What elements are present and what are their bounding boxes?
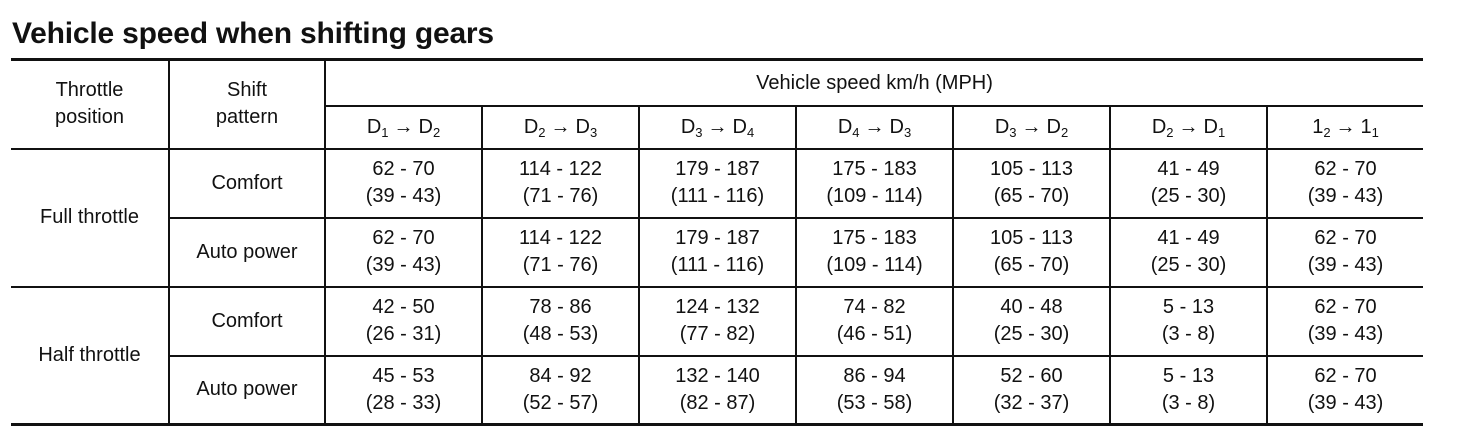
table-row xyxy=(11,356,1423,425)
speed-kmh: 62 - 70 xyxy=(1314,296,1377,319)
speed-cell xyxy=(796,218,953,287)
speed-cell xyxy=(1110,287,1267,356)
speed-cell xyxy=(325,287,482,356)
throttle-position-cell: Full throttle xyxy=(11,149,169,287)
gear-to: 1 xyxy=(1360,115,1372,138)
speed-kmh: 114 - 122 xyxy=(518,227,603,250)
speed-mph: (39 - 43) xyxy=(365,185,442,208)
speed-kmh: 132 - 140 xyxy=(675,364,760,387)
speed-kmh: 179 - 187 xyxy=(675,227,760,250)
gear-to-sub: 2 xyxy=(432,124,441,140)
shift-pattern-cell: Comfort xyxy=(169,149,325,218)
gear-shift-header xyxy=(1267,106,1423,149)
speed-cell xyxy=(639,218,796,287)
gear-from-sub: 3 xyxy=(1009,124,1017,140)
gear-to-sub: 1 xyxy=(1217,124,1226,140)
speed-kmh: 40 - 48 xyxy=(1000,296,1063,319)
speed-mph: (39 - 43) xyxy=(1307,254,1384,277)
header-row xyxy=(11,60,1423,107)
shift-pattern-cell: Auto power xyxy=(169,218,325,287)
arrow-icon: → xyxy=(1021,115,1042,138)
speed-mph: (28 - 33) xyxy=(365,391,442,414)
table-row xyxy=(11,218,1423,287)
speed-cell xyxy=(1110,149,1267,218)
speed-kmh: 175 - 183 xyxy=(832,227,917,250)
speed-kmh: 86 - 94 xyxy=(843,364,906,387)
speed-kmh: 62 - 70 xyxy=(1314,364,1377,387)
table-row xyxy=(11,149,1423,218)
speed-mph: (39 - 43) xyxy=(365,254,442,277)
table-row xyxy=(11,287,1423,356)
speed-cell xyxy=(796,287,953,356)
speed-cell xyxy=(796,356,953,425)
page-title: Vehicle speed when shifting gears xyxy=(12,17,494,50)
gear-to-sub: 3 xyxy=(903,124,912,140)
speed-mph: (3 - 8) xyxy=(1161,323,1216,346)
speed-cell xyxy=(1267,218,1423,287)
speed-kmh: 41 - 49 xyxy=(1157,158,1220,181)
speed-kmh: 105 - 113 xyxy=(989,227,1074,250)
speed-kmh: 41 - 49 xyxy=(1157,227,1220,250)
header-vehicle-speed: Vehicle speed km/h (MPH) xyxy=(325,60,1423,107)
speed-kmh: 42 - 50 xyxy=(372,296,435,319)
gear-from: D xyxy=(1151,115,1167,138)
speed-kmh: 105 - 113 xyxy=(989,158,1074,181)
speed-kmh: 179 - 187 xyxy=(675,158,760,181)
header-throttle-line2: position xyxy=(55,106,124,129)
gear-from: D xyxy=(680,115,696,138)
arrow-icon: → xyxy=(864,115,885,138)
header-throttle-line1: Throttle xyxy=(55,79,124,102)
speed-mph: (65 - 70) xyxy=(993,254,1070,277)
gear-to: D xyxy=(1046,115,1061,138)
speed-mph: (46 - 51) xyxy=(836,323,913,346)
speed-mph: (3 - 8) xyxy=(1161,391,1216,414)
speed-mph: (111 - 116) xyxy=(670,185,765,208)
header-shift-line2: pattern xyxy=(215,106,279,129)
gear-from-sub: 2 xyxy=(1323,124,1331,140)
speed-mph: (39 - 43) xyxy=(1307,323,1384,346)
gear-from: D xyxy=(366,115,382,138)
speed-mph: (53 - 58) xyxy=(836,391,913,414)
header-shift-pattern xyxy=(169,60,325,149)
gear-from-sub: 2 xyxy=(538,124,546,140)
gear-shift-header xyxy=(325,106,482,149)
shift-pattern-cell: Comfort xyxy=(169,287,325,356)
speed-mph: (39 - 43) xyxy=(1307,185,1384,208)
speed-cell xyxy=(325,149,482,218)
speed-mph: (26 - 31) xyxy=(365,323,442,346)
gear-from-sub: 1 xyxy=(381,124,389,140)
speed-mph: (25 - 30) xyxy=(1150,185,1227,208)
speed-cell xyxy=(1267,356,1423,425)
arrow-icon: → xyxy=(1178,115,1199,138)
speed-kmh: 5 - 13 xyxy=(1162,296,1215,319)
speed-mph: (82 - 87) xyxy=(679,391,756,414)
speed-mph: (71 - 76) xyxy=(522,185,599,208)
speed-kmh: 62 - 70 xyxy=(1314,158,1377,181)
gear-from: D xyxy=(837,115,853,138)
speed-mph: (39 - 43) xyxy=(1307,391,1384,414)
speed-cell xyxy=(482,356,639,425)
speed-cell xyxy=(1110,356,1267,425)
header-throttle-position xyxy=(11,60,169,149)
speed-kmh: 84 - 92 xyxy=(529,364,592,387)
gear-shift-header xyxy=(796,106,953,149)
gear-to-sub: 3 xyxy=(589,124,598,140)
speed-mph: (65 - 70) xyxy=(993,185,1070,208)
gear-shift-header xyxy=(953,106,1110,149)
speed-cell xyxy=(1267,287,1423,356)
throttle-position-cell: Half throttle xyxy=(11,287,169,425)
arrow-icon: → xyxy=(550,115,571,138)
speed-cell xyxy=(796,149,953,218)
speed-mph: (25 - 30) xyxy=(993,323,1070,346)
shift-pattern-cell: Auto power xyxy=(169,356,325,425)
shift-speed-table xyxy=(11,58,1423,426)
speed-mph: (48 - 53) xyxy=(522,323,599,346)
gear-to: D xyxy=(1203,115,1218,138)
speed-kmh: 52 - 60 xyxy=(1000,364,1063,387)
speed-mph: (109 - 114) xyxy=(826,254,923,277)
speed-mph: (111 - 116) xyxy=(670,254,765,277)
gear-from: D xyxy=(994,115,1010,138)
speed-cell xyxy=(639,149,796,218)
speed-cell xyxy=(953,356,1110,425)
speed-cell xyxy=(953,149,1110,218)
gear-to: D xyxy=(889,115,904,138)
speed-cell xyxy=(639,287,796,356)
gear-shift-header xyxy=(482,106,639,149)
speed-cell xyxy=(325,356,482,425)
speed-kmh: 5 - 13 xyxy=(1162,364,1215,387)
table-body xyxy=(11,60,1423,425)
gear-from: 1 xyxy=(1312,115,1324,138)
speed-kmh: 114 - 122 xyxy=(518,158,603,181)
speed-cell xyxy=(482,218,639,287)
gear-to: D xyxy=(418,115,433,138)
arrow-icon: → xyxy=(393,115,414,138)
speed-kmh: 74 - 82 xyxy=(843,296,906,319)
gear-from-sub: 4 xyxy=(852,124,860,140)
gear-to-sub: 2 xyxy=(1060,124,1069,140)
speed-cell xyxy=(639,356,796,425)
speed-kmh: 62 - 70 xyxy=(1314,227,1377,250)
speed-kmh: 124 - 132 xyxy=(675,296,760,319)
speed-cell xyxy=(953,218,1110,287)
speed-kmh: 62 - 70 xyxy=(372,158,435,181)
gear-from-sub: 2 xyxy=(1166,124,1174,140)
speed-kmh: 78 - 86 xyxy=(529,296,592,319)
speed-mph: (52 - 57) xyxy=(522,391,599,414)
gear-to-sub: 4 xyxy=(746,124,755,140)
speed-kmh: 62 - 70 xyxy=(372,227,435,250)
gear-to: D xyxy=(575,115,590,138)
speed-mph: (109 - 114) xyxy=(826,185,923,208)
speed-cell xyxy=(1267,149,1423,218)
speed-cell xyxy=(482,287,639,356)
arrow-icon: → xyxy=(707,115,728,138)
speed-kmh: 175 - 183 xyxy=(832,158,917,181)
speed-kmh: 45 - 53 xyxy=(372,364,435,387)
gear-to-sub: 1 xyxy=(1371,124,1379,140)
speed-mph: (71 - 76) xyxy=(522,254,599,277)
speed-mph: (32 - 37) xyxy=(993,391,1070,414)
speed-mph: (77 - 82) xyxy=(679,323,756,346)
speed-cell xyxy=(482,149,639,218)
gear-to: D xyxy=(732,115,747,138)
gear-shift-header xyxy=(1110,106,1267,149)
gear-shift-header xyxy=(639,106,796,149)
arrow-icon: → xyxy=(1335,115,1356,138)
speed-cell xyxy=(953,287,1110,356)
speed-cell xyxy=(325,218,482,287)
speed-cell xyxy=(1110,218,1267,287)
gear-from: D xyxy=(523,115,539,138)
speed-mph: (25 - 30) xyxy=(1150,254,1227,277)
header-shift-line1: Shift xyxy=(226,79,268,102)
gear-from-sub: 3 xyxy=(695,124,703,140)
